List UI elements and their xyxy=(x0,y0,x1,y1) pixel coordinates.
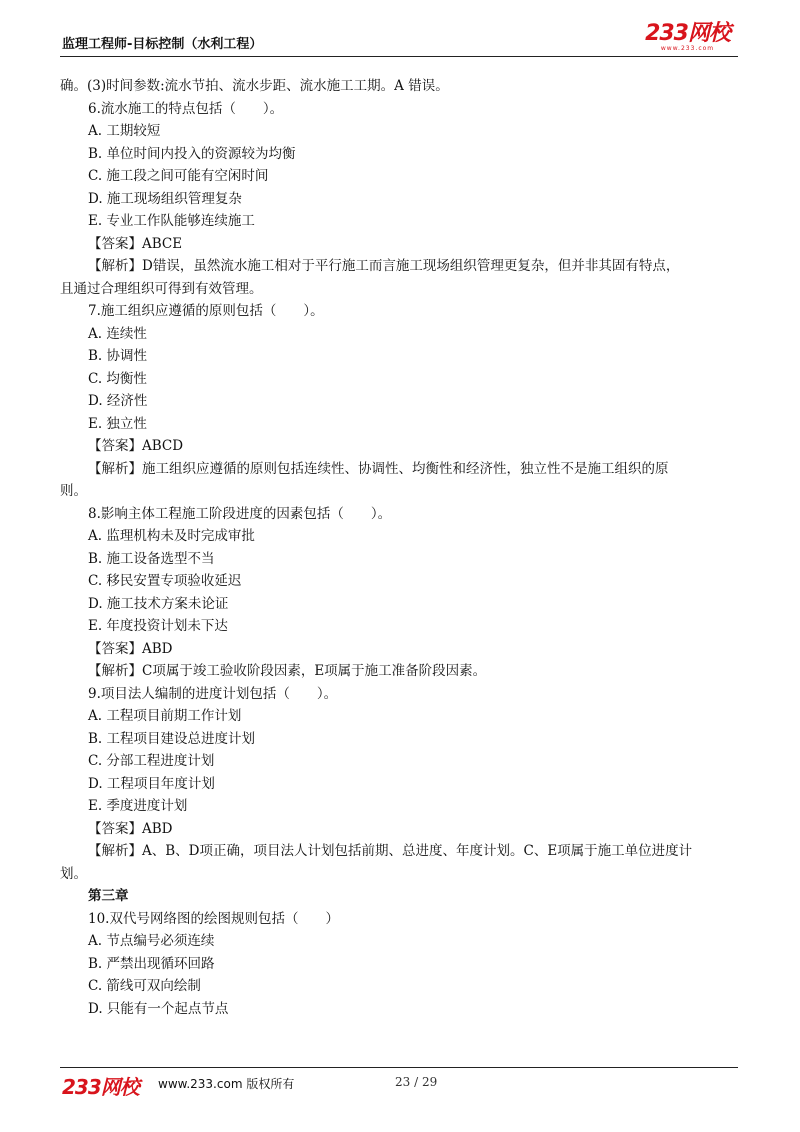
brand-logo[interactable] xyxy=(645,23,730,52)
page-number: 23 / 29 xyxy=(395,1075,438,1089)
q6-analysis-line1: 【解析】D错误，虽然流水施工相对于平行施工而言施工现场组织管理更复杂，但并非其固有特点， xyxy=(88,258,680,274)
q9-option-e: E. 季度进度计划 xyxy=(88,798,188,814)
footer-copyright: www.233.com 版权所有 xyxy=(158,1077,295,1091)
q7-option-c: C. 均衡性 xyxy=(88,370,147,387)
q6-option-e: E. 专业工作队能够连续施工 xyxy=(88,213,255,229)
q9-option-d: D. 工程项目年度计划 xyxy=(88,775,215,792)
chapter-heading: 第三章 xyxy=(88,888,129,904)
q9-option-c: C. 分部工程进度计划 xyxy=(88,753,215,769)
q8-analysis: 【解析】C项属于竣工验收阶段因素，E项属于施工准备阶段因素。 xyxy=(88,663,487,679)
q6-answer: 【答案】ABCE xyxy=(88,235,183,252)
question-7-stem: 7.施工组织应遵循的原则包括（ ）。 xyxy=(88,303,324,319)
q6-option-b: B. 单位时间内投入的资源较为均衡 xyxy=(88,145,296,162)
question-6-stem: 6.流水施工的特点包括（ ）。 xyxy=(88,100,284,117)
q6-option-d: D. 施工现场组织管理复杂 xyxy=(88,190,242,207)
q8-option-b: B. 施工设备选型不当 xyxy=(88,550,215,567)
q9-answer: 【答案】ABD xyxy=(88,820,173,837)
q7-option-a: A. 连续性 xyxy=(88,325,147,342)
logo-text: 233网校 xyxy=(645,21,730,46)
q6-option-c: C. 施工段之间可能有空闲时间 xyxy=(88,168,269,184)
question-8-stem: 8.影响主体工程施工阶段进度的因素包括（ ）。 xyxy=(88,505,392,522)
question-10-stem: 10.双代号网络图的绘图规则包括（ ） xyxy=(88,910,339,927)
q8-option-a: A. 监理机构未及时完成审批 xyxy=(88,528,255,544)
q9-analysis-line2: 划。 xyxy=(60,865,87,882)
footer-logo[interactable]: 233网校 xyxy=(62,1075,139,1099)
q7-answer: 【答案】ABCD xyxy=(88,438,184,454)
document-header-title: 监理工程师-目标控制（水利工程） xyxy=(62,37,263,52)
q7-analysis-line2: 则。 xyxy=(60,483,87,499)
q7-option-d: D. 经济性 xyxy=(88,393,148,409)
q7-option-b: B. 协调性 xyxy=(88,348,148,364)
q6-analysis-line2: 且通过合理组织可得到有效管理。 xyxy=(60,280,263,297)
q6-option-a: A. 工期较短 xyxy=(88,123,161,139)
q8-answer: 【答案】ABD xyxy=(88,640,173,657)
q7-analysis-line1: 【解析】施工组织应遵循的原则包括连续性、协调性、均衡性和经济性，独立性不是施工组织的原 xyxy=(88,460,669,477)
footer-divider xyxy=(60,1067,738,1068)
continuation-line: 确。(3)时间参数:流水节拍、流水步距、流水施工工期。A 错误。 xyxy=(60,78,449,94)
q10-option-d: D. 只能有一个起点节点 xyxy=(88,1000,229,1017)
q8-option-e: E. 年度投资计划未下达 xyxy=(88,618,228,634)
q10-option-c: C. 箭线可双向绘制 xyxy=(88,978,201,994)
q8-option-d: D. 施工技术方案未论证 xyxy=(88,595,229,612)
q9-option-a: A. 工程项目前期工作计划 xyxy=(88,708,242,724)
q9-analysis-line1: 【解析】A、B、D项正确，项目法人计划包括前期、总进度、年度计划。C、E项属于施工单位进度计 xyxy=(88,843,693,859)
logo-url: www.233.com xyxy=(660,45,715,52)
header-divider xyxy=(60,56,738,57)
q10-option-a: A. 节点编号必须连续 xyxy=(88,933,215,949)
q9-option-b: B. 工程项目建设总进度计划 xyxy=(88,730,256,747)
q10-option-b: B. 严禁出现循环回路 xyxy=(88,955,215,972)
question-9-stem: 9.项目法人编制的进度计划包括（ ）。 xyxy=(88,685,338,702)
q8-option-c: C. 移民安置专项验收延迟 xyxy=(88,573,242,589)
q7-option-e: E. 独立性 xyxy=(88,415,147,432)
page-content xyxy=(60,75,742,1020)
